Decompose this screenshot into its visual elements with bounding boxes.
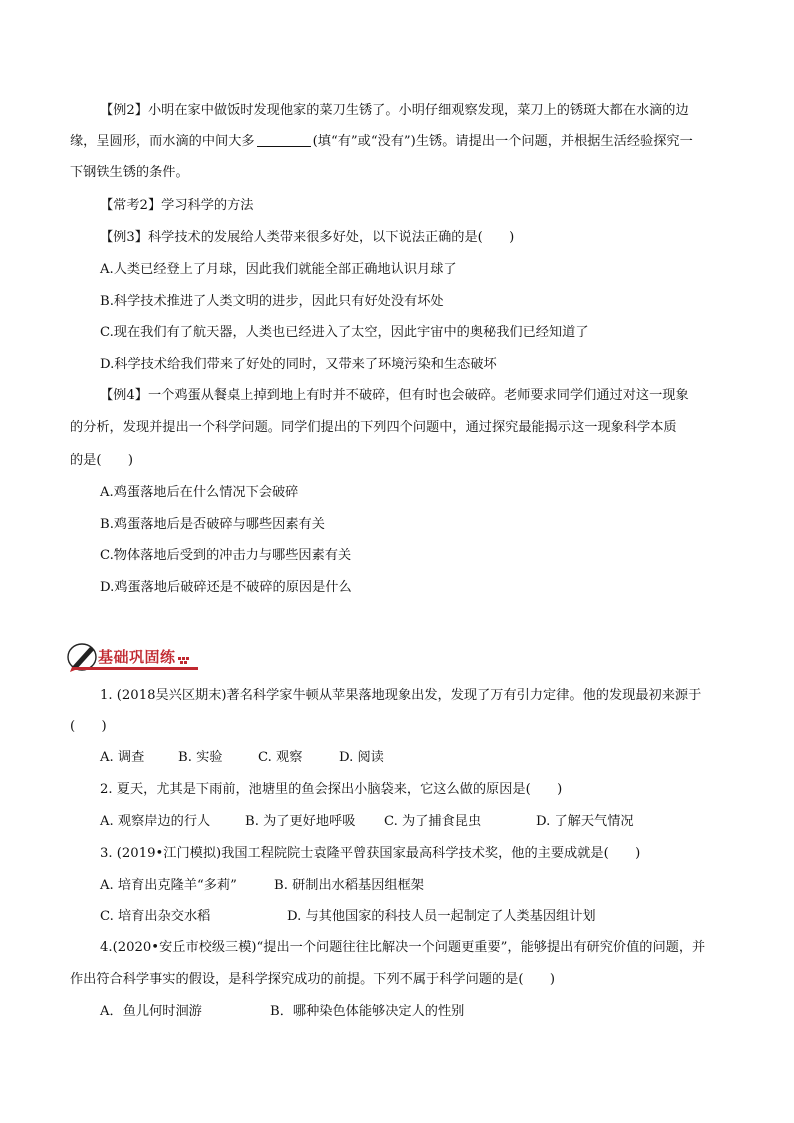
q1-option-b: B. 实验: [178, 750, 223, 765]
example3-stem: 【例3】科学技术的发展给人类带来很多好处，以下说法正确的是( ): [100, 230, 515, 245]
q4-line2: 作出符合科学事实的假设，是科学探究成功的前提。下列不属于科学问题的是( ): [70, 972, 556, 987]
q3-stem: 3. (2019•江门模拟)我国工程院院士袁隆平曾获国家最高科学技术奖，他的主要成就是( ): [100, 846, 641, 861]
q1-option-d: D. 阅读: [339, 750, 384, 765]
example2-line2: [70, 132, 693, 152]
q1-line1: 1. (2018吴兴区期末)著名科学家牛顿从苹果落地现象出发，发现了万有引力定律。他的发现最初来源于: [100, 688, 702, 703]
q2-option-b: B. 为了更好地呼吸: [245, 814, 356, 829]
q2-stem: 2. 夏天，尤其是下雨前，池塘里的鱼会探出小脑袋来，它这么做的原因是( ): [100, 782, 563, 797]
example2-line2-before: 缘，呈圆形，而水滴的中间大多: [70, 134, 255, 149]
example4-option-c: C.物体落地后受到的冲击力与哪些因素有关: [100, 548, 352, 563]
example4-option-b: B.鸡蛋落地后是否破碎与哪些因素有关: [100, 517, 325, 532]
q1-option-a: A. 调查: [100, 750, 145, 765]
q2-option-c: C. 为了捕食昆虫: [384, 814, 482, 829]
example3-option-c: C.现在我们有了航天器，人类也已经进入了太空，因此宇宙中的奥秘我们已经知道了: [100, 325, 589, 340]
q2-option-a: A. 观察岸边的行人: [100, 814, 211, 829]
q1-option-c: C. 观察: [258, 750, 303, 765]
changkao2-heading: 【常考2】学习科学的方法: [100, 198, 254, 213]
banner-underline: [72, 667, 198, 670]
example4-line2: 的分析，发现并提出一个科学问题。同学们提出的下列四个问题中，通过探究最能揭示这一现象科学本质: [70, 420, 677, 435]
q4-option-b: B．哪种染色体能够决定人的性别: [270, 1004, 465, 1019]
q4-option-a: A．鱼儿何时洄游: [100, 1004, 202, 1019]
q3-option-b: B. 研制出水稻基因组框架: [274, 878, 424, 893]
q2-option-d: D. 了解天气情况: [536, 814, 634, 829]
example4-option-a: A.鸡蛋落地后在什么情况下会破碎: [100, 485, 299, 500]
q1-line2: ( ): [70, 719, 107, 734]
banner-dots-decoration: [178, 655, 190, 665]
example4-line1: 【例4】一个鸡蛋从餐桌上掉到地上有时并不破碎，但有时也会破碎。老师要求同学们通过对这一现象: [100, 388, 689, 403]
answer-blank: [257, 132, 311, 147]
example2-line2-after: (填“有”或“没有”)生锈。请提出一个问题，并根据生活经验探究一: [312, 134, 693, 149]
example4-option-d: D.鸡蛋落地后破碎还是不破碎的原因是什么: [100, 580, 352, 595]
q3-option-d: D. 与其他国家的科技人员一起制定了人类基因组计划: [287, 909, 596, 924]
q3-option-c: C. 培育出杂交水稻: [100, 909, 211, 924]
example2-line3: 下钢铁生锈的条件。: [70, 165, 189, 180]
q4-line1: 4.(2020•安丘市校级三模)“提出一个问题往往比解决一个问题更重要”，能够提出有研究价值的问题，并: [100, 940, 706, 955]
example3-option-b: B.科学技术推进了人类文明的进步，因此只有好处没有坏处: [100, 294, 444, 309]
example3-option-d: D.科学技术给我们带来了好处的同时，又带来了环境污染和生态破坏: [100, 357, 497, 372]
q3-option-a: A. 培育出克隆羊“多莉”: [100, 878, 237, 893]
section-banner-title: 基础巩固练: [98, 648, 176, 666]
example2-line1: 【例2】小明在家中做饭时发现他家的菜刀生锈了。小明仔细观察发现，菜刀上的锈斑大都在水滴的边: [100, 103, 689, 118]
example4-line3: 的是( ): [70, 453, 134, 468]
example3-option-a: A.人类已经登上了月球，因此我们就能全部正确地认识月球了: [100, 262, 457, 277]
